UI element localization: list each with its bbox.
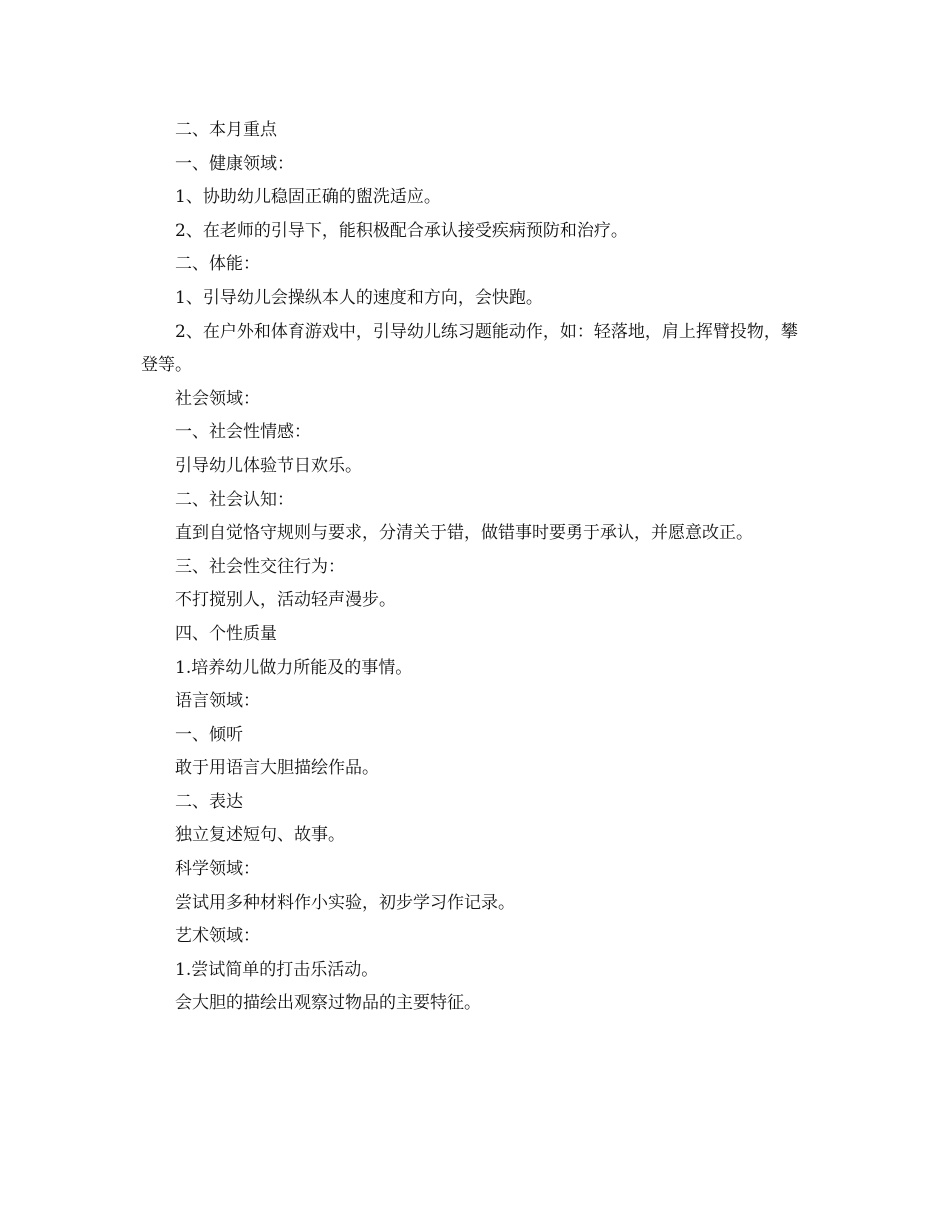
paragraph: 敢于用语言大胆描绘作品。: [175, 758, 379, 779]
paragraph: 独立复述短句、故事。: [175, 825, 345, 846]
paragraph: 一、社会性情感：: [175, 422, 311, 443]
paragraph: 尝试用多种材料作小实验，初步学习作记录。: [175, 892, 515, 913]
paragraph: 2、在户外和体育游戏中，引导幼儿练习题能动作，如：轻落地，肩上挥臂投物，攀登等。: [141, 321, 798, 376]
paragraph: 直到自觉恪守规则与要求，分清关于错，做错事时要勇于承认，并愿意改正。: [175, 523, 753, 544]
paragraph: 2、在老师的引导下，能积极配合承认接受疾病预防和治疗。: [175, 220, 628, 241]
science-domain-heading: 科学领域：: [175, 859, 260, 880]
art-domain-heading: 艺术领域：: [175, 926, 260, 947]
paragraph: 1、协助幼儿稳固正确的盥洗适应。: [175, 187, 441, 208]
social-domain-heading: 社会领域：: [175, 388, 260, 409]
language-domain-heading: 语言领域：: [175, 691, 260, 712]
physical-ability-heading: 二、体能：: [175, 254, 260, 275]
section-heading-monthly-focus: 二、本月重点: [175, 120, 277, 140]
paragraph: 二、社会认知：: [175, 489, 294, 510]
paragraph: 1.培养幼儿做力所能及的事情。: [175, 657, 413, 678]
paragraph: 不打搅别人，活动轻声漫步。: [175, 590, 396, 611]
paragraph: 一、倾听: [175, 724, 243, 745]
paragraph: 三、社会性交往行为：: [175, 556, 345, 577]
paragraph: 1、引导幼儿会操纵本人的速度和方向，会快跑。: [175, 287, 543, 308]
paragraph: 会大胆的描绘出观察过物品的主要特征。: [175, 993, 481, 1014]
paragraph: 引导幼儿体验节日欢乐。: [175, 455, 362, 476]
paragraph: 1.尝试简单的打击乐活动。: [175, 959, 379, 980]
document-body: [141, 114, 813, 1021]
paragraph: 四、个性质量: [175, 623, 277, 644]
paragraph: 二、表达: [175, 791, 243, 812]
health-domain-heading: 一、健康领域：: [175, 153, 294, 174]
